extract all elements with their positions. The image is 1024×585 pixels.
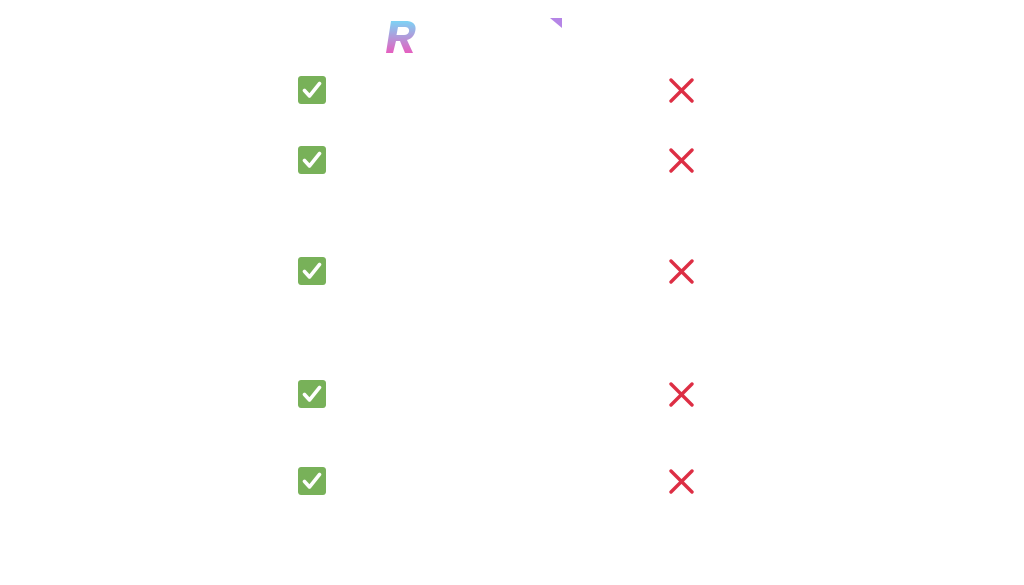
comparison-row-3: [0, 257, 1024, 287]
comparison-row-1: [0, 76, 1024, 106]
check-box-icon: [298, 257, 326, 285]
comparison-row-5: [0, 467, 1024, 497]
comparison-row-4: [0, 380, 1024, 410]
cross-mark-icon: [668, 77, 695, 104]
cross-mark-icon: [668, 468, 695, 495]
cross-mark-icon: [668, 258, 695, 285]
cross-mark-icon: [668, 147, 695, 174]
brand-logo-icon: [384, 18, 418, 56]
check-box-icon: [298, 467, 326, 495]
check-box-icon: [298, 146, 326, 174]
comparison-row-2: [0, 146, 1024, 176]
cross-mark-icon: [668, 381, 695, 408]
check-box-icon: [298, 76, 326, 104]
check-box-icon: [298, 380, 326, 408]
triangle-mark-icon: [548, 16, 566, 30]
